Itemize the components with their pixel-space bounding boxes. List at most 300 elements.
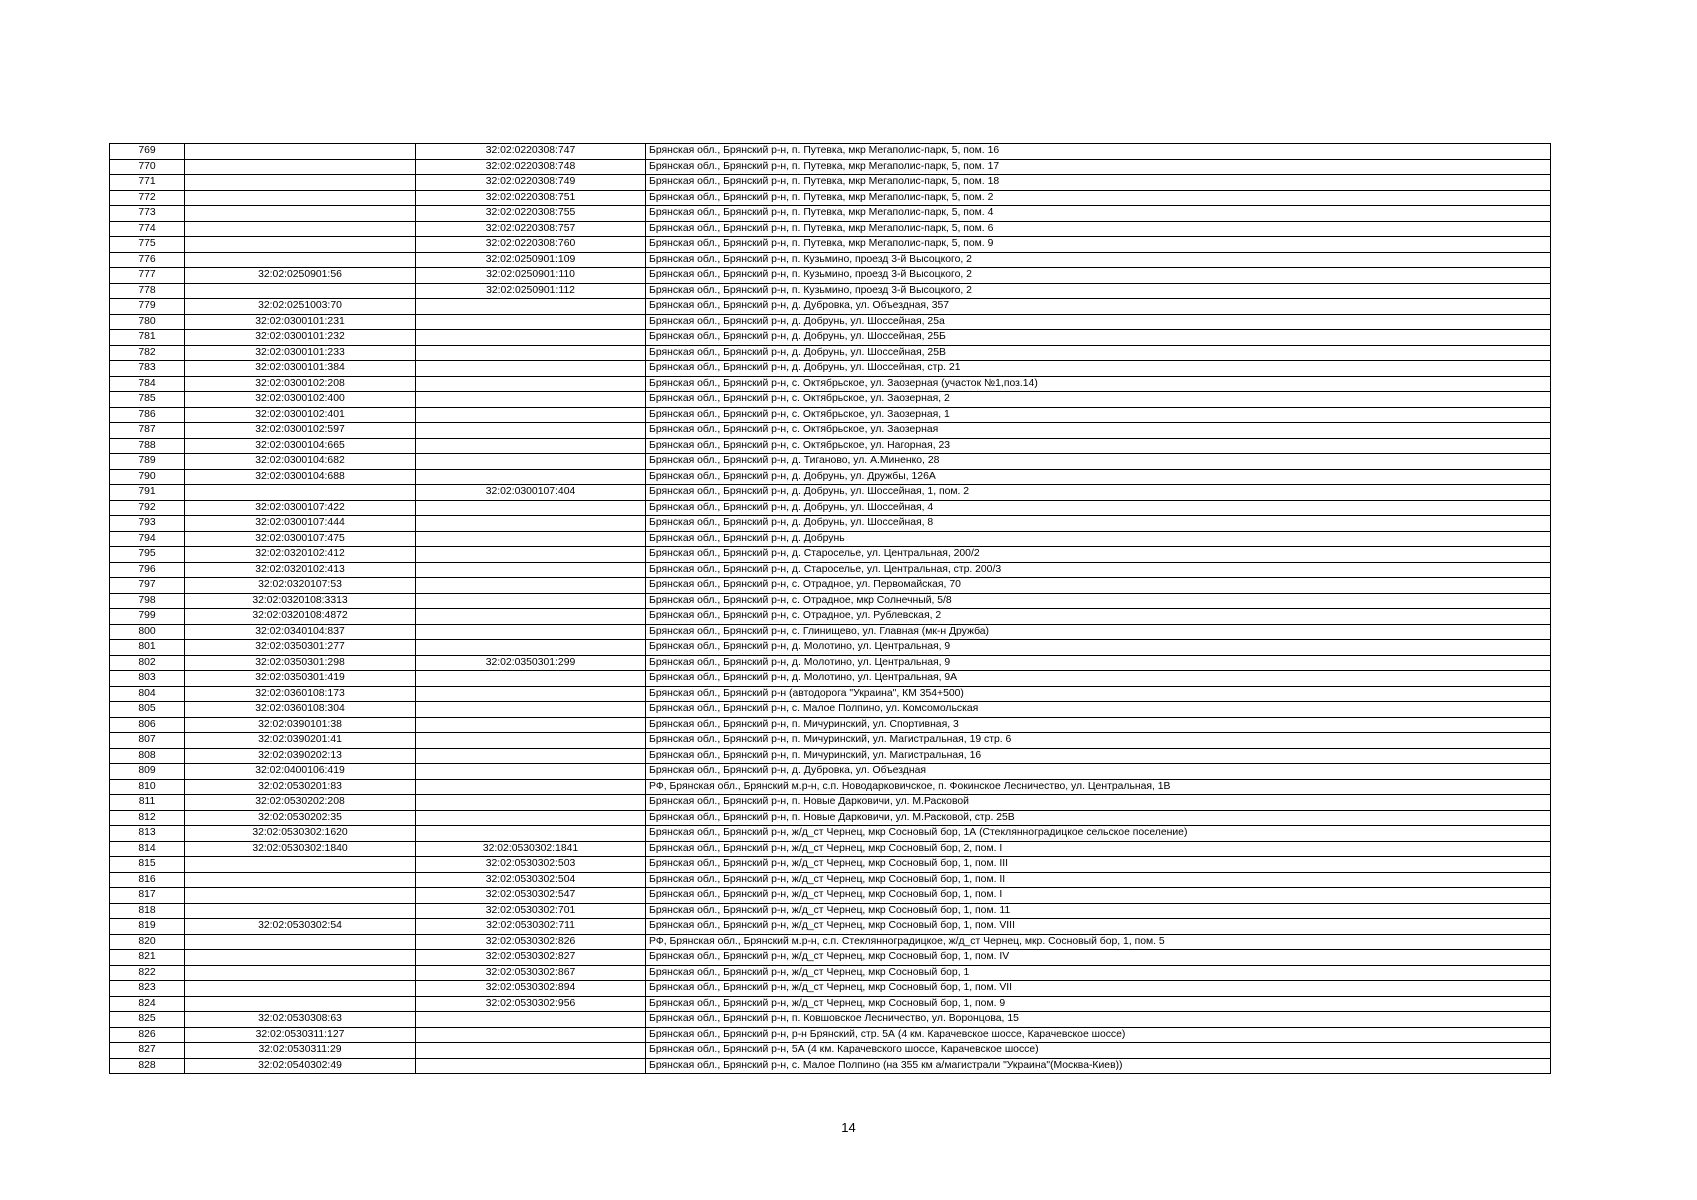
parcel-cadastral-number-cell <box>185 903 416 919</box>
building-cadastral-number-cell <box>416 299 646 315</box>
row-number-cell: 816 <box>110 872 185 888</box>
address-cell: Брянская обл., Брянский р-н, п. Путевка, мкр Мегаполис-парк, 5, пом. 17 <box>646 159 1551 175</box>
parcel-cadastral-number-cell <box>185 965 416 981</box>
table-row <box>110 795 1551 811</box>
row-number-cell: 777 <box>110 268 185 284</box>
row-number-cell: 772 <box>110 190 185 206</box>
table-row <box>110 655 1551 671</box>
parcel-cadastral-number-cell: 32:02:0300104:682 <box>185 454 416 470</box>
address-cell: Брянская обл., Брянский р-н, д. Староселье, ул. Центральная, 200/2 <box>646 547 1551 563</box>
address-cell: Брянская обл., Брянский р-н, д. Староселье, ул. Центральная, стр. 200/3 <box>646 562 1551 578</box>
row-number-cell: 800 <box>110 624 185 640</box>
table-row <box>110 345 1551 361</box>
building-cadastral-number-cell: 32:02:0220308:749 <box>416 175 646 191</box>
building-cadastral-number-cell: 32:02:0530302:701 <box>416 903 646 919</box>
table-row <box>110 826 1551 842</box>
address-cell: Брянская обл., Брянский р-н, п. Путевка, мкр Мегаполис-парк, 5, пом. 4 <box>646 206 1551 222</box>
building-cadastral-number-cell: 32:02:0220308:757 <box>416 221 646 237</box>
parcel-cadastral-number-cell <box>185 175 416 191</box>
address-cell: Брянская обл., Брянский р-н, ж/д_ст Чернец, мкр Сосновый бор, 1, пом. III <box>646 857 1551 873</box>
row-number-cell: 804 <box>110 686 185 702</box>
building-cadastral-number-cell: 32:02:0530302:1841 <box>416 841 646 857</box>
parcel-cadastral-number-cell: 32:02:0390202:13 <box>185 748 416 764</box>
parcel-cadastral-number-cell: 32:02:0540302:49 <box>185 1058 416 1074</box>
address-cell: Брянская обл., Брянский р-н, д. Молотино, ул. Центральная, 9А <box>646 671 1551 687</box>
row-number-cell: 814 <box>110 841 185 857</box>
table-row <box>110 438 1551 454</box>
building-cadastral-number-cell <box>416 578 646 594</box>
address-cell: Брянская обл., Брянский р-н, ж/д_ст Чернец, мкр Сосновый бор, 1 <box>646 965 1551 981</box>
address-cell: Брянская обл., Брянский р-н, с. Отрадное, ул. Рублевская, 2 <box>646 609 1551 625</box>
address-cell: Брянская обл., Брянский р-н, п. Мичуринский, ул. Магистральная, 16 <box>646 748 1551 764</box>
building-cadastral-number-cell <box>416 624 646 640</box>
address-cell: Брянская обл., Брянский р-н, 5А (4 км. Карачевского шоссе, Карачевское шоссе) <box>646 1043 1551 1059</box>
table-row <box>110 1043 1551 1059</box>
address-cell: Брянская обл., Брянский р-н, п. Новые Дарковичи, ул. М.Расковой, стр. 25В <box>646 810 1551 826</box>
parcel-cadastral-number-cell: 32:02:0300101:233 <box>185 345 416 361</box>
address-cell: Брянская обл., Брянский р-н, с. Октябрьское, ул. Заозерная (участок №1,поз.14) <box>646 376 1551 392</box>
building-cadastral-number-cell <box>416 562 646 578</box>
address-cell: Брянская обл., Брянский р-н, ж/д_ст Чернец, мкр Сосновый бор, 1, пом. IV <box>646 950 1551 966</box>
building-cadastral-number-cell <box>416 531 646 547</box>
building-cadastral-number-cell: 32:02:0220308:751 <box>416 190 646 206</box>
building-cadastral-number-cell <box>416 733 646 749</box>
building-cadastral-number-cell: 32:02:0350301:299 <box>416 655 646 671</box>
row-number-cell: 784 <box>110 376 185 392</box>
building-cadastral-number-cell: 32:02:0220308:748 <box>416 159 646 175</box>
building-cadastral-number-cell <box>416 314 646 330</box>
parcel-cadastral-number-cell: 32:02:0530202:208 <box>185 795 416 811</box>
parcel-cadastral-number-cell: 32:02:0530311:29 <box>185 1043 416 1059</box>
table-row <box>110 888 1551 904</box>
address-cell: Брянская обл., Брянский р-н, п. Кузьмино, проезд 3-й Высоцкого, 2 <box>646 252 1551 268</box>
parcel-cadastral-number-cell: 32:02:0320108:4872 <box>185 609 416 625</box>
parcel-cadastral-number-cell <box>185 237 416 253</box>
parcel-cadastral-number-cell <box>185 934 416 950</box>
row-number-cell: 793 <box>110 516 185 532</box>
row-number-cell: 776 <box>110 252 185 268</box>
building-cadastral-number-cell <box>416 764 646 780</box>
address-cell: РФ, Брянская обл., Брянский м.р-н, с.п. Новодарковичское, п. Фокинское Лесничество, ул. Центральная, 1В <box>646 779 1551 795</box>
address-cell: Брянская обл., Брянский р-н, д. Добрунь, ул. Шоссейная, 25а <box>646 314 1551 330</box>
building-cadastral-number-cell <box>416 547 646 563</box>
table-row <box>110 702 1551 718</box>
table-row <box>110 1012 1551 1028</box>
table-row <box>110 671 1551 687</box>
parcel-cadastral-number-cell <box>185 857 416 873</box>
table-row <box>110 485 1551 501</box>
row-number-cell: 769 <box>110 144 185 160</box>
table-row <box>110 779 1551 795</box>
table-row <box>110 376 1551 392</box>
parcel-cadastral-number-cell: 32:02:0350301:277 <box>185 640 416 656</box>
table-row <box>110 547 1551 563</box>
parcel-cadastral-number-cell: 32:02:0390101:38 <box>185 717 416 733</box>
building-cadastral-number-cell <box>416 438 646 454</box>
row-number-cell: 808 <box>110 748 185 764</box>
parcel-cadastral-number-cell: 32:02:0300104:688 <box>185 469 416 485</box>
building-cadastral-number-cell: 32:02:0220308:760 <box>416 237 646 253</box>
building-cadastral-number-cell: 32:02:0530302:503 <box>416 857 646 873</box>
parcel-cadastral-number-cell: 32:02:0300102:208 <box>185 376 416 392</box>
row-number-cell: 781 <box>110 330 185 346</box>
building-cadastral-number-cell <box>416 392 646 408</box>
address-cell: Брянская обл., Брянский р-н, с. Октябрьское, ул. Заозерная <box>646 423 1551 439</box>
address-cell: Брянская обл., Брянский р-н, ж/д_ст Чернец, мкр Сосновый бор, 1, пом. VII <box>646 981 1551 997</box>
row-number-cell: 792 <box>110 500 185 516</box>
building-cadastral-number-cell <box>416 1043 646 1059</box>
parcel-cadastral-number-cell: 32:02:0390201:41 <box>185 733 416 749</box>
table-row <box>110 454 1551 470</box>
parcel-cadastral-number-cell <box>185 283 416 299</box>
parcel-cadastral-number-cell: 32:02:0350301:298 <box>185 655 416 671</box>
table-row <box>110 407 1551 423</box>
address-cell: Брянская обл., Брянский р-н, п. Кузьмино, проезд 3-й Высоцкого, 2 <box>646 283 1551 299</box>
building-cadastral-number-cell: 32:02:0250901:110 <box>416 268 646 284</box>
row-number-cell: 786 <box>110 407 185 423</box>
address-cell: Брянская обл., Брянский р-н, д. Добрунь, ул. Шоссейная, 4 <box>646 500 1551 516</box>
row-number-cell: 791 <box>110 485 185 501</box>
row-number-cell: 803 <box>110 671 185 687</box>
building-cadastral-number-cell: 32:02:0250901:109 <box>416 252 646 268</box>
parcel-cadastral-number-cell <box>185 950 416 966</box>
table-row <box>110 361 1551 377</box>
row-number-cell: 788 <box>110 438 185 454</box>
address-cell: Брянская обл., Брянский р-н, д. Добрунь, ул. Шоссейная, 25Б <box>646 330 1551 346</box>
row-number-cell: 810 <box>110 779 185 795</box>
row-number-cell: 770 <box>110 159 185 175</box>
parcel-cadastral-number-cell: 32:02:0300107:422 <box>185 500 416 516</box>
table-row <box>110 717 1551 733</box>
row-number-cell: 780 <box>110 314 185 330</box>
address-cell: Брянская обл., Брянский р-н, с. Малое Полпино (на 355 км а/магистрали "Украина"(Москва-Киев)) <box>646 1058 1551 1074</box>
building-cadastral-number-cell: 32:02:0530302:894 <box>416 981 646 997</box>
building-cadastral-number-cell: 32:02:0220308:747 <box>416 144 646 160</box>
address-cell: Брянская обл., Брянский р-н, п. Путевка, мкр Мегаполис-парк, 5, пом. 2 <box>646 190 1551 206</box>
row-number-cell: 799 <box>110 609 185 625</box>
table-row <box>110 268 1551 284</box>
parcel-cadastral-number-cell: 32:02:0251003:70 <box>185 299 416 315</box>
address-cell: Брянская обл., Брянский р-н, д. Молотино, ул. Центральная, 9 <box>646 655 1551 671</box>
building-cadastral-number-cell <box>416 795 646 811</box>
row-number-cell: 771 <box>110 175 185 191</box>
parcel-cadastral-number-cell: 32:02:0320102:412 <box>185 547 416 563</box>
parcel-cadastral-number-cell: 32:02:0300102:400 <box>185 392 416 408</box>
parcel-cadastral-number-cell: 32:02:0300101:232 <box>185 330 416 346</box>
table-row <box>110 237 1551 253</box>
building-cadastral-number-cell <box>416 717 646 733</box>
table-row <box>110 206 1551 222</box>
table-row <box>110 748 1551 764</box>
row-number-cell: 805 <box>110 702 185 718</box>
building-cadastral-number-cell <box>416 779 646 795</box>
row-number-cell: 813 <box>110 826 185 842</box>
address-cell: Брянская обл., Брянский р-н, с. Глинищево, ул. Главная (мк-н Дружба) <box>646 624 1551 640</box>
row-number-cell: 789 <box>110 454 185 470</box>
row-number-cell: 807 <box>110 733 185 749</box>
address-cell: Брянская обл., Брянский р-н, п. Путевка, мкр Мегаполис-парк, 5, пом. 6 <box>646 221 1551 237</box>
row-number-cell: 773 <box>110 206 185 222</box>
row-number-cell: 823 <box>110 981 185 997</box>
building-cadastral-number-cell: 32:02:0530302:827 <box>416 950 646 966</box>
parcel-cadastral-number-cell: 32:02:0300102:597 <box>185 423 416 439</box>
parcel-cadastral-number-cell: 32:02:0250901:56 <box>185 268 416 284</box>
address-cell: Брянская обл., Брянский р-н, п. Путевка, мкр Мегаполис-парк, 5, пом. 9 <box>646 237 1551 253</box>
table-row <box>110 578 1551 594</box>
address-cell: Брянская обл., Брянский р-н, ж/д_ст Чернец, мкр Сосновый бор, 1, пом. 11 <box>646 903 1551 919</box>
address-cell: Брянская обл., Брянский р-н, д. Добрунь, ул. Дружбы, 126А <box>646 469 1551 485</box>
address-cell: Брянская обл., Брянский р-н, с. Октябрьское, ул. Заозерная, 2 <box>646 392 1551 408</box>
table-row <box>110 500 1551 516</box>
building-cadastral-number-cell: 32:02:0530302:826 <box>416 934 646 950</box>
row-number-cell: 828 <box>110 1058 185 1074</box>
building-cadastral-number-cell: 32:02:0530302:711 <box>416 919 646 935</box>
parcel-cadastral-number-cell <box>185 485 416 501</box>
table-row <box>110 159 1551 175</box>
building-cadastral-number-cell: 32:02:0530302:867 <box>416 965 646 981</box>
building-cadastral-number-cell <box>416 609 646 625</box>
building-cadastral-number-cell: 32:02:0250901:112 <box>416 283 646 299</box>
address-cell: Брянская обл., Брянский р-н, д. Добрунь, ул. Шоссейная, 1, пом. 2 <box>646 485 1551 501</box>
row-number-cell: 806 <box>110 717 185 733</box>
building-cadastral-number-cell: 32:02:0300107:404 <box>416 485 646 501</box>
parcel-cadastral-number-cell: 32:02:0530311:127 <box>185 1027 416 1043</box>
address-cell: Брянская обл., Брянский р-н, д. Добрунь, ул. Шоссейная, стр. 21 <box>646 361 1551 377</box>
table-row <box>110 423 1551 439</box>
parcel-cadastral-number-cell <box>185 221 416 237</box>
address-cell: Брянская обл., Брянский р-н, п. Мичуринский, ул. Магистральная, 19 стр. 6 <box>646 733 1551 749</box>
parcel-cadastral-number-cell: 32:02:0340104:837 <box>185 624 416 640</box>
parcel-cadastral-number-cell: 32:02:0350301:419 <box>185 671 416 687</box>
row-number-cell: 798 <box>110 593 185 609</box>
parcel-cadastral-number-cell: 32:02:0300102:401 <box>185 407 416 423</box>
parcel-cadastral-number-cell <box>185 159 416 175</box>
address-cell: Брянская обл., Брянский р-н, ж/д_ст Чернец, мкр Сосновый бор, 1, пом. I <box>646 888 1551 904</box>
building-cadastral-number-cell <box>416 593 646 609</box>
building-cadastral-number-cell: 32:02:0220308:755 <box>416 206 646 222</box>
building-cadastral-number-cell <box>416 702 646 718</box>
parcel-cadastral-number-cell: 32:02:0530302:1620 <box>185 826 416 842</box>
row-number-cell: 795 <box>110 547 185 563</box>
address-cell: Брянская обл., Брянский р-н, д. Молотино, ул. Центральная, 9 <box>646 640 1551 656</box>
row-number-cell: 825 <box>110 1012 185 1028</box>
parcel-cadastral-number-cell: 32:02:0300107:475 <box>185 531 416 547</box>
table-row <box>110 190 1551 206</box>
page-number: 14 <box>841 1120 856 1135</box>
row-number-cell: 812 <box>110 810 185 826</box>
building-cadastral-number-cell: 32:02:0530302:956 <box>416 996 646 1012</box>
table-row <box>110 872 1551 888</box>
building-cadastral-number-cell <box>416 469 646 485</box>
building-cadastral-number-cell <box>416 826 646 842</box>
address-cell: Брянская обл., Брянский р-н, ж/д_ст Чернец, мкр Сосновый бор, 1, пом. 9 <box>646 996 1551 1012</box>
table-row <box>110 934 1551 950</box>
table-row <box>110 252 1551 268</box>
row-number-cell: 815 <box>110 857 185 873</box>
table-row <box>110 516 1551 532</box>
building-cadastral-number-cell <box>416 361 646 377</box>
building-cadastral-number-cell <box>416 748 646 764</box>
table-row <box>110 531 1551 547</box>
row-number-cell: 787 <box>110 423 185 439</box>
table-row <box>110 841 1551 857</box>
row-number-cell: 809 <box>110 764 185 780</box>
parcel-cadastral-number-cell: 32:02:0530302:1840 <box>185 841 416 857</box>
parcel-cadastral-number-cell: 32:02:0320108:3313 <box>185 593 416 609</box>
address-cell: Брянская обл., Брянский р-н, п. Мичуринский, ул. Спортивная, 3 <box>646 717 1551 733</box>
address-cell: Брянская обл., Брянский р-н, ж/д_ст Чернец, мкр Сосновый бор, 1, пом. VIII <box>646 919 1551 935</box>
row-number-cell: 802 <box>110 655 185 671</box>
building-cadastral-number-cell: 32:02:0530302:504 <box>416 872 646 888</box>
parcel-cadastral-number-cell <box>185 206 416 222</box>
address-cell: Брянская обл., Брянский р-н, р-н Брянский, стр. 5А (4 км. Карачевское шоссе, Карачевское шоссе) <box>646 1027 1551 1043</box>
table-row <box>110 283 1551 299</box>
parcel-cadastral-number-cell <box>185 190 416 206</box>
address-cell: Брянская обл., Брянский р-н, д. Тиганово, ул. А.Миненко, 28 <box>646 454 1551 470</box>
table-row <box>110 330 1551 346</box>
parcel-cadastral-number-cell: 32:02:0530201:83 <box>185 779 416 795</box>
parcel-cadastral-number-cell: 32:02:0360108:304 <box>185 702 416 718</box>
table-row <box>110 593 1551 609</box>
row-number-cell: 790 <box>110 469 185 485</box>
table-row <box>110 299 1551 315</box>
address-cell: Брянская обл., Брянский р-н, д. Дубровка, ул. Объездная, 357 <box>646 299 1551 315</box>
table-row <box>110 469 1551 485</box>
address-cell: Брянская обл., Брянский р-н, п. Ковшовское Лесничество, ул. Воронцова, 15 <box>646 1012 1551 1028</box>
parcel-cadastral-number-cell: 32:02:0400106:419 <box>185 764 416 780</box>
building-cadastral-number-cell <box>416 345 646 361</box>
row-number-cell: 811 <box>110 795 185 811</box>
parcel-cadastral-number-cell: 32:02:0300101:384 <box>185 361 416 377</box>
building-cadastral-number-cell <box>416 407 646 423</box>
row-number-cell: 824 <box>110 996 185 1012</box>
building-cadastral-number-cell <box>416 330 646 346</box>
row-number-cell: 827 <box>110 1043 185 1059</box>
row-number-cell: 778 <box>110 283 185 299</box>
address-cell: Брянская обл., Брянский р-н, д. Дубровка, ул. Объездная <box>646 764 1551 780</box>
parcel-cadastral-number-cell: 32:02:0300107:444 <box>185 516 416 532</box>
address-cell: Брянская обл., Брянский р-н, с. Отрадное, ул. Первомайская, 70 <box>646 578 1551 594</box>
row-number-cell: 785 <box>110 392 185 408</box>
parcel-cadastral-number-cell <box>185 252 416 268</box>
parcel-cadastral-number-cell: 32:02:0530308:63 <box>185 1012 416 1028</box>
table-row <box>110 175 1551 191</box>
row-number-cell: 822 <box>110 965 185 981</box>
parcel-cadastral-number-cell <box>185 888 416 904</box>
table-row <box>110 1027 1551 1043</box>
table-row <box>110 996 1551 1012</box>
address-cell: Брянская обл., Брянский р-н, с. Малое Полпино, ул. Комсомольская <box>646 702 1551 718</box>
building-cadastral-number-cell <box>416 423 646 439</box>
parcel-cadastral-number-cell <box>185 996 416 1012</box>
table-row <box>110 624 1551 640</box>
parcel-cadastral-number-cell: 32:02:0320107:53 <box>185 578 416 594</box>
building-cadastral-number-cell <box>416 686 646 702</box>
table-row <box>110 562 1551 578</box>
building-cadastral-number-cell <box>416 1027 646 1043</box>
address-cell: Брянская обл., Брянский р-н, с. Октябрьское, ул. Нагорная, 23 <box>646 438 1551 454</box>
row-number-cell: 774 <box>110 221 185 237</box>
registry-table-body <box>110 144 1551 1074</box>
table-row <box>110 810 1551 826</box>
table-row <box>110 609 1551 625</box>
table-row <box>110 640 1551 656</box>
row-number-cell: 797 <box>110 578 185 594</box>
table-row <box>110 981 1551 997</box>
row-number-cell: 820 <box>110 934 185 950</box>
row-number-cell: 794 <box>110 531 185 547</box>
parcel-cadastral-number-cell: 32:02:0360108:173 <box>185 686 416 702</box>
property-registry-table <box>109 143 1551 1074</box>
row-number-cell: 817 <box>110 888 185 904</box>
address-cell: Брянская обл., Брянский р-н, д. Добрунь, ул. Шоссейная, 8 <box>646 516 1551 532</box>
building-cadastral-number-cell: 32:02:0530302:547 <box>416 888 646 904</box>
building-cadastral-number-cell <box>416 454 646 470</box>
address-cell: Брянская обл., Брянский р-н, ж/д_ст Чернец, мкр Сосновый бор, 1А (Стеклянноградицкое сельское поселение) <box>646 826 1551 842</box>
address-cell: Брянская обл., Брянский р-н, с. Октябрьское, ул. Заозерная, 1 <box>646 407 1551 423</box>
parcel-cadastral-number-cell: 32:02:0300104:665 <box>185 438 416 454</box>
address-cell: Брянская обл., Брянский р-н, п. Кузьмино, проезд 3-й Высоцкого, 2 <box>646 268 1551 284</box>
address-cell: РФ, Брянская обл., Брянский м.р-н, с.п. Стеклянноградицкое, ж/д_ст Чернец, мкр. Сосновый бор, 1, пом. 5 <box>646 934 1551 950</box>
row-number-cell: 818 <box>110 903 185 919</box>
address-cell: Брянская обл., Брянский р-н, п. Путевка, мкр Мегаполис-парк, 5, пом. 16 <box>646 144 1551 160</box>
row-number-cell: 821 <box>110 950 185 966</box>
parcel-cadastral-number-cell: 32:02:0320102:413 <box>185 562 416 578</box>
table-row <box>110 314 1551 330</box>
address-cell: Брянская обл., Брянский р-н, д. Добрунь <box>646 531 1551 547</box>
table-row <box>110 919 1551 935</box>
building-cadastral-number-cell <box>416 1012 646 1028</box>
table-row <box>110 733 1551 749</box>
table-row <box>110 686 1551 702</box>
parcel-cadastral-number-cell <box>185 981 416 997</box>
parcel-cadastral-number-cell <box>185 144 416 160</box>
building-cadastral-number-cell <box>416 376 646 392</box>
address-cell: Брянская обл., Брянский р-н, п. Путевка, мкр Мегаполис-парк, 5, пом. 18 <box>646 175 1551 191</box>
row-number-cell: 801 <box>110 640 185 656</box>
address-cell: Брянская обл., Брянский р-н, д. Добрунь, ул. Шоссейная, 25В <box>646 345 1551 361</box>
parcel-cadastral-number-cell: 32:02:0300101:231 <box>185 314 416 330</box>
row-number-cell: 779 <box>110 299 185 315</box>
parcel-cadastral-number-cell: 32:02:0530202:35 <box>185 810 416 826</box>
building-cadastral-number-cell <box>416 810 646 826</box>
row-number-cell: 796 <box>110 562 185 578</box>
row-number-cell: 783 <box>110 361 185 377</box>
table-row <box>110 764 1551 780</box>
address-cell: Брянская обл., Брянский р-н (автодорога "Украина", КМ 354+500) <box>646 686 1551 702</box>
table-row <box>110 857 1551 873</box>
table-row <box>110 950 1551 966</box>
table-row <box>110 221 1551 237</box>
row-number-cell: 819 <box>110 919 185 935</box>
parcel-cadastral-number-cell <box>185 872 416 888</box>
building-cadastral-number-cell <box>416 500 646 516</box>
row-number-cell: 775 <box>110 237 185 253</box>
row-number-cell: 826 <box>110 1027 185 1043</box>
building-cadastral-number-cell <box>416 671 646 687</box>
address-cell: Брянская обл., Брянский р-н, п. Новые Дарковичи, ул. М.Расковой <box>646 795 1551 811</box>
building-cadastral-number-cell <box>416 516 646 532</box>
table-row <box>110 1058 1551 1074</box>
address-cell: Брянская обл., Брянский р-н, ж/д_ст Чернец, мкр Сосновый бор, 1, пом. II <box>646 872 1551 888</box>
row-number-cell: 782 <box>110 345 185 361</box>
address-cell: Брянская обл., Брянский р-н, ж/д_ст Чернец, мкр Сосновый бор, 2, пом. I <box>646 841 1551 857</box>
address-cell: Брянская обл., Брянский р-н, с. Отрадное, мкр Солнечный, 5/8 <box>646 593 1551 609</box>
table-row <box>110 144 1551 160</box>
building-cadastral-number-cell <box>416 1058 646 1074</box>
building-cadastral-number-cell <box>416 640 646 656</box>
table-row <box>110 903 1551 919</box>
